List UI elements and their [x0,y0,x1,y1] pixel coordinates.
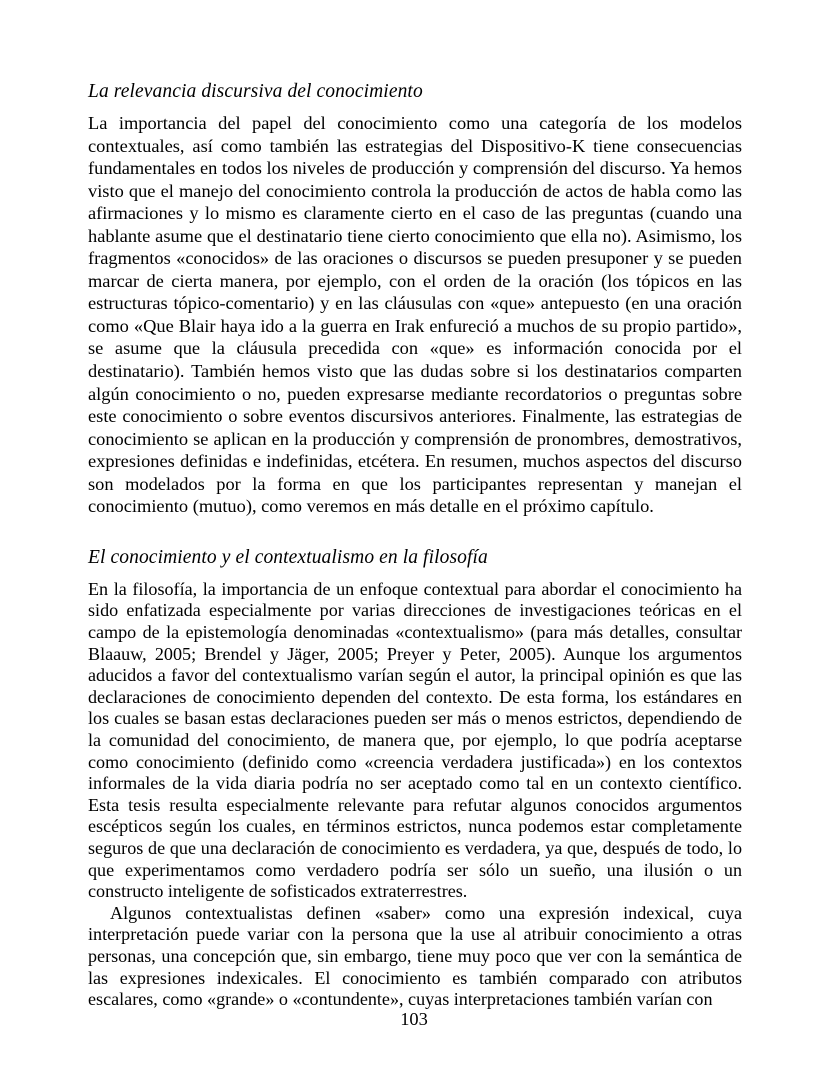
paragraph-contextualismo-intro: En la filosofía, la importancia de un enfoque contextual para abordar el conocimiento ha sido enfatizada especialmente por varias direcciones de investigaciones teóricas en el campo de la epistemología denominadas «contextualismo» (para más detalles, consultar Blaauw, 2005; Brendel y Jäger, 2005; Preyer y Peter, 2005). Aunque los argumentos aducidos a favor del contextualismo varían según el autor, la principal opinión es que las declaraciones de conocimiento dependen del contexto. De esta forma, los estándares en los cuales se basan estas declaraciones pueden ser más o menos estrictos, dependiendo de la comunidad del conocimiento, de manera que, por ejemplo, lo que podría aceptarse como conocimiento (definido como «creencia verdadera justificada») en los contextos informales de la vida diaria podría no ser aceptado como tal en un contexto científico. Esta tesis resulta especialmente relevante para refutar algunos conocidos argumentos escépticos según los cuales, en términos estrictos, nunca podemos estar completamente seguros de que una declaración de conocimiento es verdadera, ya que, después de todo, lo que experimentamos como verdadero podría ser sólo un sueño, una ilusión o un constructo inteligente de sofisticados extraterrestres. [88,578,742,902]
section-heading-relevancia-discursiva: La relevancia discursiva del conocimiento [88,81,423,102]
page-number: 103 [400,1009,428,1029]
page-content [88,80,742,1011]
paragraph-contextualistas-saber: Algunos contextualistas definen «saber» como una expresión indexical, cuya interpretación puede variar con la persona que la use al atribuir conocimiento a otras personas, una concepción que, sin embargo, tiene muy poco que ver con la semántica de las expresiones indexicales. El conocimiento es también comparado con atributos escalares, como «grande» o «contundente», cuyas interpretaciones también varían con [88,902,742,1010]
paragraph-relevancia-discursiva: La importancia del papel del conocimiento como una categoría de los modelos contextuales, así como también las estrategias del Dispositivo-K tiene consecuencias fundamentales en todos los niveles de producción y comprensión del discurso. Ya hemos visto que el manejo del conocimiento controla la producción de actos de habla como las afirmaciones y lo mismo es claramente cierto en el caso de las preguntas (cuando una hablante asume que el destinatario tiene cierto conocimiento que ella no). Asimismo, los fragmentos «conocidos» de las oraciones o discursos se pueden presuponer y se pueden marcar de cierta manera, por ejemplo, con el orden de la oración (los tópicos en las estructuras tópico-comentario) y en las cláusulas con «que» antepuesto (en una oración como «Que Blair haya ido a la guerra en Irak enfureció a muchos de su propio partido», se asume que la cláusula precedida con «que» es información conocida por el destinatario). También hemos visto que las dudas sobre si los destinatarios comparten algún conocimiento o no, pueden expresarse mediante recordatorios o preguntas sobre este conocimiento o sobre eventos discursivos anteriores. Finalmente, las estrategias de conocimiento se aplican en la producción y comprensión de pronombres, demostrativos, expresiones definidas e indefinidas, etcétera. En resumen, muchos aspectos del discurso son modelados por la forma en que los participantes representan y manejan el conocimiento (mutuo), como veremos en más detalle en el próximo capítulo. [88,113,742,517]
section-heading-contextualismo-filosofia: El conocimiento y el contextualismo en la filosofía [88,546,488,568]
